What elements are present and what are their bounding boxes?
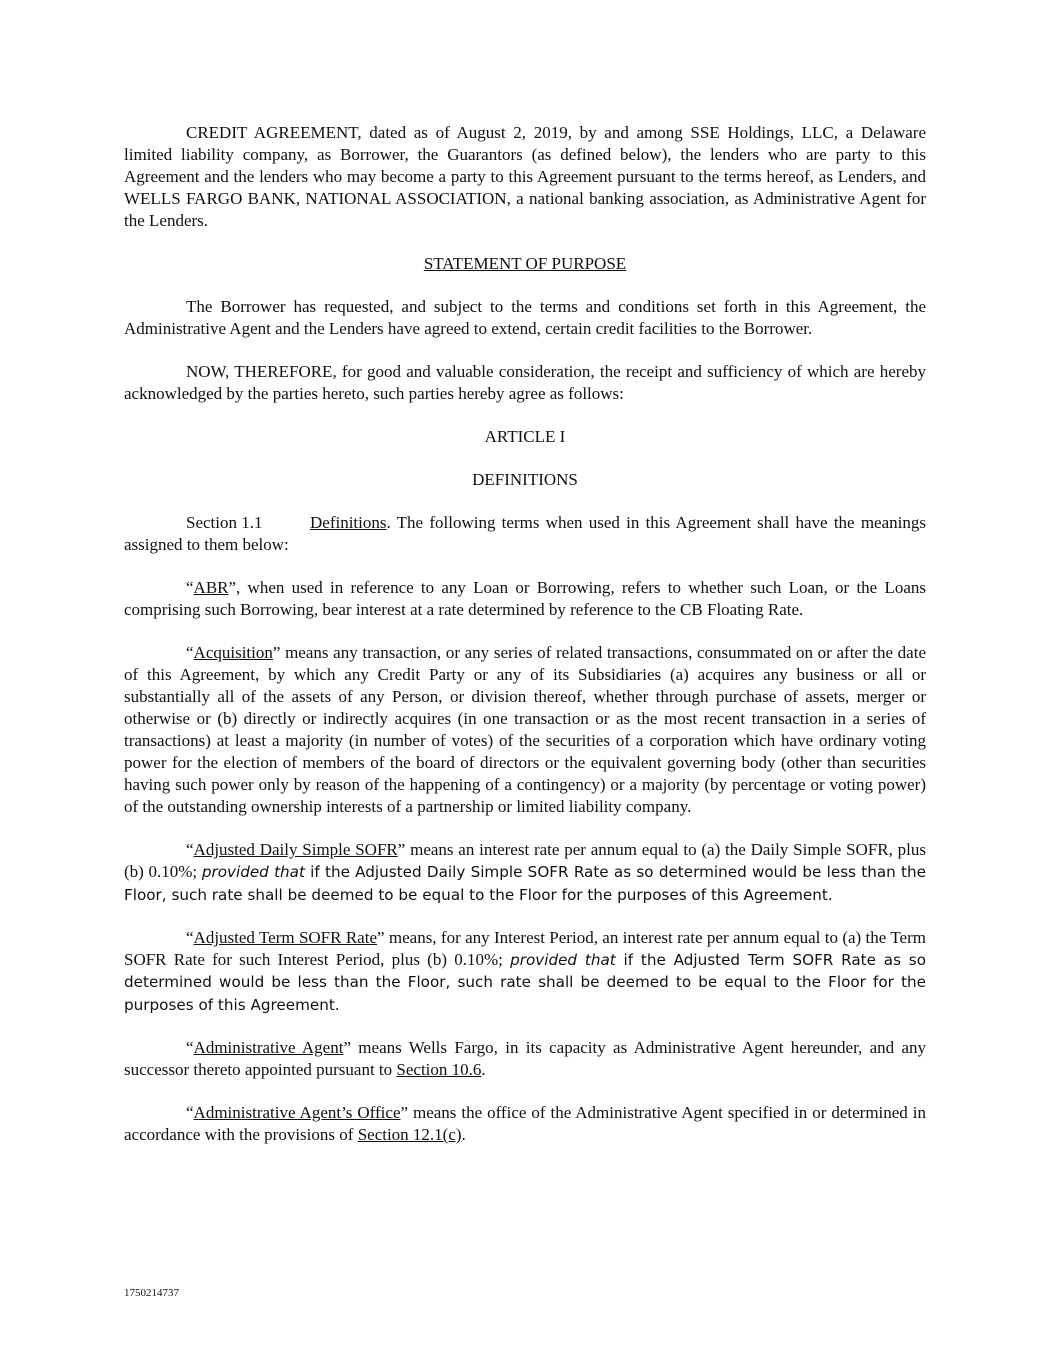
section-number: Section 1.1: [186, 513, 263, 532]
definition-text: ” means Wells Fargo, in its capacity as Administrative Agent hereunder, and any successor thereto appointed pursuant to: [124, 1038, 926, 1080]
definition-text: ” means the office of the Administrative Agent specified in or determined in accordance with the provisions of: [124, 1103, 926, 1145]
open-quote: “: [186, 1103, 194, 1123]
definition-abr: [124, 577, 926, 621]
definition-administrative-agents-office: [124, 1102, 926, 1146]
intro-paragraph: CREDIT AGREEMENT, dated as of August 2, 2019, by and among SSE Holdings, LLC, a Delaware limited liability company, as Borrower, the Guarantors (as defined below), the lenders who are party to this Agreement and the lenders who may become a party to this Agreement pursuant to the terms hereof, as Lenders, and WELLS FARGO BANK, NATIONAL ASSOCIATION, a national banking association, as Administrative Agent for the Lenders.: [124, 123, 926, 230]
purpose-heading-text: STATEMENT OF PURPOSE: [423, 254, 627, 273]
definition-end: .: [481, 1060, 486, 1080]
purpose-paragraph: The Borrower has requested, and subject to the terms and conditions set forth in this Agreement, the Administrative Agent and the Lenders have agreed to extend, certain credit facilities to the Borrower.: [124, 297, 926, 338]
proviso-text: provided that: [510, 951, 616, 970]
definition-end: .: [461, 1125, 466, 1145]
proviso-rest: if the Adjusted Daily Simple SOFR Rate as so determined would be less than the Floor, such rate shall be deemed to be equal to the Floor for the purposes of this Agreement.: [124, 863, 926, 904]
definition-administrative-agent: [124, 1037, 926, 1081]
definition-text: ” means, for any Interest Period, an interest rate per annum equal to (a) the Term SOFR Rate for such Interest Period, plus (b) 0.10%;: [124, 927, 926, 970]
defined-term: Adjusted Daily Simple SOFR: [193, 840, 398, 859]
document-page: [124, 122, 926, 1146]
proviso-rest: if the Adjusted Term SOFR Rate as so determined would be less than the Floor, such rate shall be deemed to be equal to the Floor for the purposes of this Agreement.: [124, 951, 926, 1014]
document-id-footer: 1750214737: [124, 1287, 179, 1299]
purpose-heading: [124, 253, 926, 275]
open-quote: “: [186, 643, 194, 662]
proviso-text: provided that: [201, 863, 305, 882]
open-quote: “: [186, 1038, 194, 1058]
section-reference-link[interactable]: Section 12.1(c): [357, 1125, 462, 1145]
open-quote: “: [186, 840, 194, 859]
defined-term: Administrative Agent’s Office: [193, 1103, 401, 1123]
definition-acquisition: [124, 642, 926, 818]
open-quote: “: [186, 927, 194, 947]
definition-adjusted-term-sofr-rate: [124, 927, 926, 1016]
section-1-1-paragraph: [124, 512, 926, 556]
definition-text: ” means any transaction, or any series of related transactions, consummated on or after the date of this Agreement, by which any Credit Party or any of its Subsidiaries (a) acquires any business or all or substantially all of the assets of any Person, or division thereof, whether through purchase of assets, merger or otherwise or (b) directly or indirectly acquires (in one transaction or as the most recent transaction in a series of transactions) at least a majority (in number of votes) of the securities of a corporation which have ordinary voting power for the election of members of the board of directors or the equivalent governing body (other than securities having such power only by reason of the happening of a contingency) or a majority (by percentage or voting power) of the outstanding ownership interests of a partnership or limited liability company.: [124, 643, 926, 816]
article-heading: ARTICLE I: [484, 427, 566, 446]
open-quote: “: [186, 578, 194, 597]
definition-text: ” means an interest rate per annum equal to (a) the Daily Simple SOFR, plus (b) 0.10%;: [124, 840, 927, 882]
section-reference-link[interactable]: Section 10.6: [396, 1060, 482, 1080]
now-therefore-paragraph: NOW, THEREFORE, for good and valuable consideration, the receipt and sufficiency of which are hereby acknowledged by the parties hereto, such parties hereby agree as follows:: [124, 362, 926, 403]
definitions-heading: DEFINITIONS: [472, 470, 578, 489]
defined-term: Administrative Agent: [193, 1038, 344, 1058]
defined-term: Adjusted Term SOFR Rate: [193, 927, 377, 947]
definition-adjusted-daily-simple-sofr: [124, 839, 926, 906]
section-title: Definitions: [310, 513, 387, 532]
defined-term: ABR: [193, 578, 229, 597]
defined-term: Acquisition: [193, 643, 273, 662]
section-text: . The following terms when used in this Agreement shall have the meanings assigned to them below:: [124, 513, 926, 554]
definition-text: ”, when used in reference to any Loan or Borrowing, refers to whether such Loan, or the Loans comprising such Borrowing, bear interest at a rate determined by reference to the CB Floating Rate.: [124, 578, 926, 619]
